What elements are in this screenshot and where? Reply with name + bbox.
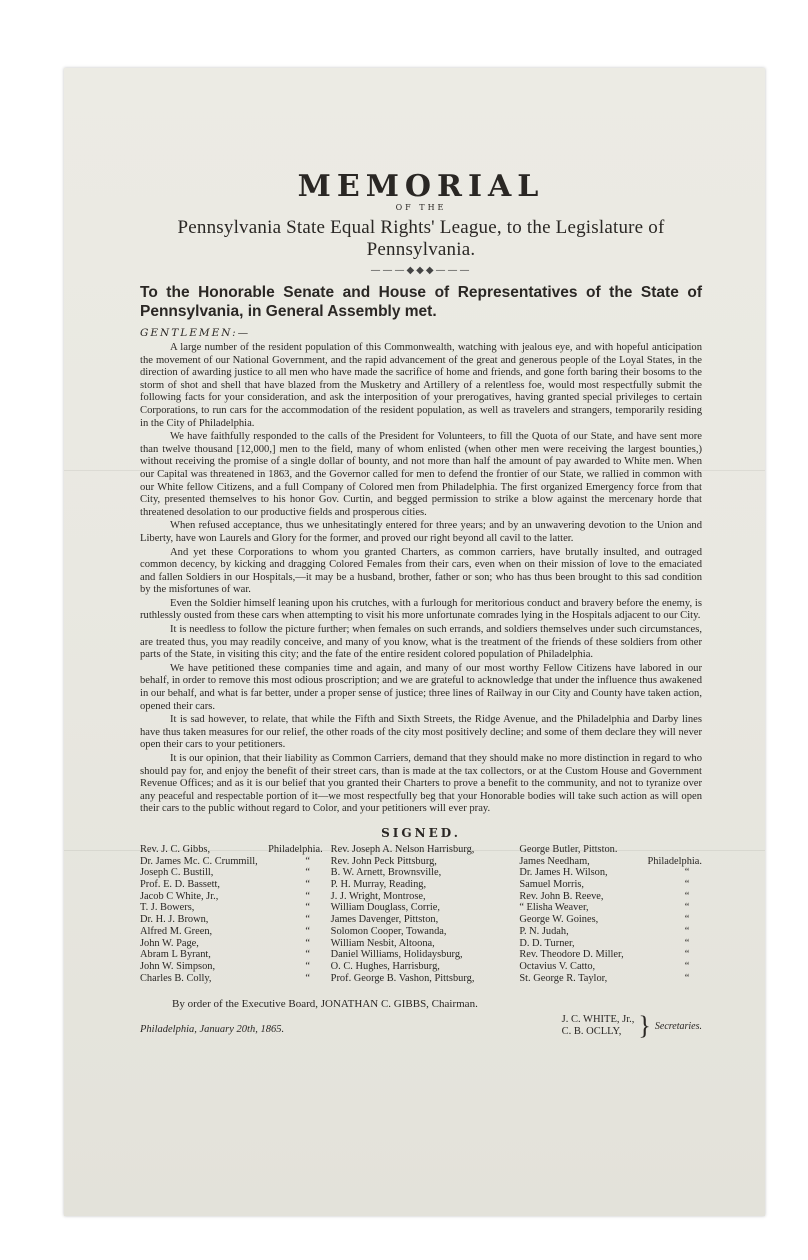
signatory-row bbox=[331, 949, 514, 961]
document-subtitle: Pennsylvania State Equal Rights' League, to the Legislature of Pennsylvania. bbox=[177, 217, 665, 260]
paragraph: When refused acceptance, thus we unhesitatingly entered for three years; and by an unwavering devotion to the Union and Liberty, have won Laurels and Glory for the former, and proved our right beyond all cavil to the latter. bbox=[140, 520, 702, 544]
signatory-place: “ bbox=[305, 972, 310, 984]
signatory-place: “ bbox=[305, 937, 310, 949]
signatory-name: Abram L Byrant, bbox=[140, 949, 211, 961]
signatory-name: Prof. E. D. Bassett, bbox=[140, 879, 220, 891]
signatory-row bbox=[519, 879, 702, 891]
signatory-name: John W. Page, bbox=[140, 937, 199, 949]
signatory-place: “ bbox=[684, 867, 690, 879]
signatory-place: “ bbox=[684, 914, 690, 926]
signatory-name: John W. Simpson, bbox=[140, 961, 216, 972]
signatory-name: O. C. Hughes, Harrisburg, bbox=[330, 961, 440, 972]
signatory-row bbox=[519, 926, 702, 938]
signatory-name: Charles B. Colly, bbox=[140, 972, 212, 984]
signatory-name: Prof. George B. Vashon, Pittsburg, bbox=[330, 972, 475, 984]
signatory-name: Daniel Williams, Holidaysburg, bbox=[330, 949, 463, 961]
signatory-row bbox=[331, 938, 514, 950]
footer-row bbox=[140, 1011, 702, 1041]
paragraph: Even the Soldier himself leaning upon his crutches, with a furlough for meritorious conduct and bravery before the enemy, is ruthlessly ousted from these cars when attempting to visit his more unfortunate comrades lying in the Hospitals adjacent to our City. bbox=[140, 597, 702, 622]
signatory-row bbox=[140, 973, 323, 985]
paragraph: It is sad however, to relate, that while the Fifth and Sixth Streets, the Ridge Avenue, and the Philadelphia and Darby lines have thus taken measures for our relief, the other roads of the city most positively decline; and some of them declare they will never open their cars to your petitioners. bbox=[140, 714, 702, 751]
signatory-place: “ bbox=[684, 902, 690, 914]
signatory-place: “ bbox=[305, 879, 310, 891]
signatory-row bbox=[519, 867, 702, 879]
signatory-row bbox=[140, 891, 323, 903]
signatory-place: “ bbox=[305, 902, 310, 914]
signatory-row bbox=[140, 949, 323, 961]
signatory-place: “ bbox=[305, 961, 310, 972]
signatory-name: Dr. H. J. Brown, bbox=[140, 914, 209, 926]
signatory-place: “ bbox=[305, 890, 310, 902]
signatory-name: D. D. Turner, bbox=[519, 937, 575, 949]
paragraph: It is our opinion, that their liability as Common Carriers, demand that they should make no more distinction in regard to who should pay for, and enjoy the benefit of their street cars, than is made at the tax collectors, or at the Custom House and Government Revenue Offices; and as it is our belief that you granted their Charters to prove a benefit to the community, and not to tyranize over any peaceful and respectable portion of it—we most respectfully beg that your Honorable bodies will take such action as will open their cars to the public without regard to Color, and your petitioners will ever pray. bbox=[140, 753, 702, 815]
signatory-name: Jacob C White, Jr., bbox=[140, 890, 219, 902]
secretaries-label: Secretaries. bbox=[654, 1020, 702, 1032]
signatory-row bbox=[140, 938, 323, 950]
signatory-place: “ bbox=[684, 961, 690, 972]
paragraph: And yet these Corporations to whom you granted Charters, as common carriers, have brutally insulted, and outraged common decency, by kicking and dragging Colored Females from their cars, even when on their mission of love to the emaciated and fallen Soldiers in our Hospitals,—it may be a husband, brother, father or son; who has thus been brought to this sad condition by the misfortunes of war. bbox=[140, 546, 702, 596]
signatory-place: “ bbox=[305, 867, 310, 879]
signatory-place: “ bbox=[684, 937, 690, 949]
secretary-name: C. B. OCLLY, bbox=[561, 1026, 622, 1038]
signatory-row bbox=[331, 867, 514, 879]
signatory-place: Philadelphia. bbox=[268, 843, 323, 855]
signatory-name: James Davenger, Pittston, bbox=[330, 914, 439, 926]
secretaries-block bbox=[561, 1011, 702, 1041]
signatory-name: St. George R. Taylor, bbox=[519, 972, 608, 984]
signatory-row bbox=[140, 961, 323, 973]
address-heading: To the Honorable Senate and House of Representatives of the State of Pennsylvania, in General Assembly met. bbox=[140, 284, 702, 320]
signatory-row bbox=[331, 914, 514, 926]
paragraph: A large number of the resident population of this Commonwealth, watching with jealous eye, and with hopeful anticipation the movement of our National Government, and the rapid advancement of the great and generous people of the Loyal States, in the direction of awarding justice to all men who have made the sacrifice of home and friends, and gone forth baring their bosoms to the storm of shot and shell that have blazed from the Musketry and Artillery of a relentless foe, would most respectfully submit the following facts for your consideration, and ask the interposition of your prerogatives, having granted special privileges to certain Corporations, to run cars for the accommodation of the resident population, as well as travelers and strangers, temporarily residing in the City of Philadelphia. bbox=[140, 342, 702, 429]
signatory-place: “ bbox=[684, 949, 690, 961]
signatory-row bbox=[331, 961, 514, 973]
signatory-row bbox=[519, 949, 702, 961]
signatory-name: B. W. Arnett, Brownsville, bbox=[330, 867, 442, 879]
secretary-names bbox=[562, 1014, 635, 1038]
signatory-name: Alfred M. Green, bbox=[140, 925, 213, 937]
signatory-place: “ bbox=[305, 914, 310, 926]
document-title: MEMORIAL bbox=[297, 169, 545, 204]
signatory-row bbox=[331, 844, 514, 856]
signatory-row bbox=[331, 856, 514, 868]
signatory-name: J. J. Wright, Montrose, bbox=[330, 890, 426, 902]
of-the-line: OF THE bbox=[395, 203, 447, 212]
signatory-row bbox=[331, 879, 514, 891]
signatory-place: “ bbox=[305, 925, 310, 937]
signatory-name: “ Elisha Weaver, bbox=[519, 902, 589, 914]
signatory-name: Rev. J. C. Gibbs, bbox=[140, 843, 211, 855]
signatory-row bbox=[140, 856, 323, 868]
salutation: GENTLEMEN:— bbox=[140, 327, 251, 339]
brace-glyph: } bbox=[638, 1011, 651, 1041]
signatory-column-3 bbox=[513, 844, 702, 984]
signatory-row bbox=[140, 914, 323, 926]
signatory-row bbox=[519, 891, 702, 903]
signatory-name: James Needham, bbox=[519, 855, 590, 867]
signatory-name: Solomon Cooper, Towanda, bbox=[330, 925, 447, 937]
signatory-name: Rev. Theodore D. Miller, bbox=[519, 949, 624, 961]
signatory-row bbox=[331, 891, 514, 903]
signatory-name: P. H. Murray, Reading, bbox=[330, 879, 427, 891]
signed-heading: SIGNED. bbox=[381, 825, 461, 840]
paragraph: We have faithfully responded to the calls of the President for Volunteers, to fill the Quota of our State, and have sent more than twelve thousand [12,000,] men to the field, many of whom enlisted (when other men were receiving the largest bounties,) without receiving the promise of a single dollar of bounty, and not more than half the amount of pay awarded to White men. When our Capital was threatened in 1863, and the Governor called for men to defend the frontier of our State, we rallied in common with our White fellow Citizens, and a full Company of Colored men from Philadelphia. The first organized Emergency force from that City, presented themselves to his honor Gov. Curtin, and begged permission to strike a blow against the mercenary horde that threatened desolation to our productive fields and prosperous cities. bbox=[140, 431, 702, 518]
signatory-row bbox=[331, 973, 514, 985]
signatory-row bbox=[519, 973, 702, 985]
signatory-row bbox=[519, 844, 702, 856]
signatory-row bbox=[331, 926, 514, 938]
signatory-place: “ bbox=[684, 890, 690, 902]
signatory-row bbox=[140, 844, 323, 856]
signatory-name: Joseph C. Bustill, bbox=[140, 867, 214, 879]
signatory-row bbox=[519, 938, 702, 950]
signatory-row bbox=[140, 902, 323, 914]
signatory-row bbox=[140, 926, 323, 938]
ornament-divider: ———◆◆◆——— bbox=[370, 265, 472, 276]
signatory-name: Dr. James Mc. C. Crummill, bbox=[140, 855, 258, 867]
signatory-name: Rev. Joseph A. Nelson Harrisburg, bbox=[330, 843, 475, 855]
paragraph: We have petitioned these companies time and again, and many of our most worthy Fellow Citizens have labored in our behalf, in order to remove this most odious proscription; and we are grateful to acknowledge that under the influence thus awakened in our behalf, and what is far better, under a proper sense of justice; three lines of Railway in our City and County have taken action, opened their cars. bbox=[140, 662, 702, 712]
signatory-column-1 bbox=[140, 844, 323, 984]
signatory-row bbox=[519, 902, 702, 914]
signatory-row bbox=[519, 914, 702, 926]
signatory-name: P. N. Judah, bbox=[519, 925, 569, 937]
signatory-column-2 bbox=[323, 844, 514, 984]
place-date: Philadelphia, January 20th, 1865. bbox=[140, 1024, 285, 1036]
signatory-place: “ bbox=[684, 879, 690, 891]
signatory-row bbox=[519, 961, 702, 973]
signatory-place bbox=[672, 844, 702, 856]
executive-order-line: By order of the Executive Board, JONATHAN C. GIBBS, Chairman. bbox=[172, 998, 478, 1011]
signatories bbox=[140, 844, 702, 984]
signatory-name: George Butler, Pittston. bbox=[519, 843, 618, 855]
memorial-content bbox=[140, 169, 703, 1041]
signatory-place: “ bbox=[684, 972, 690, 984]
signatory-name: George W. Goines, bbox=[519, 914, 599, 926]
secretary-name: J. C. WHITE, Jr., bbox=[561, 1014, 635, 1026]
signatory-name: Samuel Morris, bbox=[519, 879, 584, 891]
signatory-place: “ bbox=[684, 925, 690, 937]
signatory-name: Rev. John Peck Pittsburg, bbox=[330, 855, 437, 867]
signatory-name: Dr. James H. Wilson, bbox=[519, 867, 608, 879]
signatory-row bbox=[519, 856, 702, 868]
signatory-name: William Douglass, Corrie, bbox=[330, 902, 440, 914]
signatory-name: William Nesbit, Altoona, bbox=[330, 937, 435, 949]
signatory-place: “ bbox=[305, 855, 310, 867]
signatory-row bbox=[140, 879, 323, 891]
signatory-name: Rev. John B. Reeve, bbox=[519, 890, 604, 902]
signatory-name: Octavius V. Catto, bbox=[519, 961, 596, 972]
signatory-place: “ bbox=[305, 949, 310, 961]
signatory-name: T. J. Bowers, bbox=[140, 902, 195, 914]
signatory-place: Philadelphia. bbox=[647, 855, 703, 867]
signatory-row bbox=[331, 902, 514, 914]
paragraph: It is needless to follow the picture further; when females on such errands, and soldiers themselves under such circumstances, are treated thus, you may readily conceive, and many of you know, what is the treatment of the friends of these soldiers from other parts of the State, in visiting this city; and the fate of the entire resident colored population of Philadelphia. bbox=[140, 624, 702, 661]
signatory-row bbox=[140, 867, 323, 879]
